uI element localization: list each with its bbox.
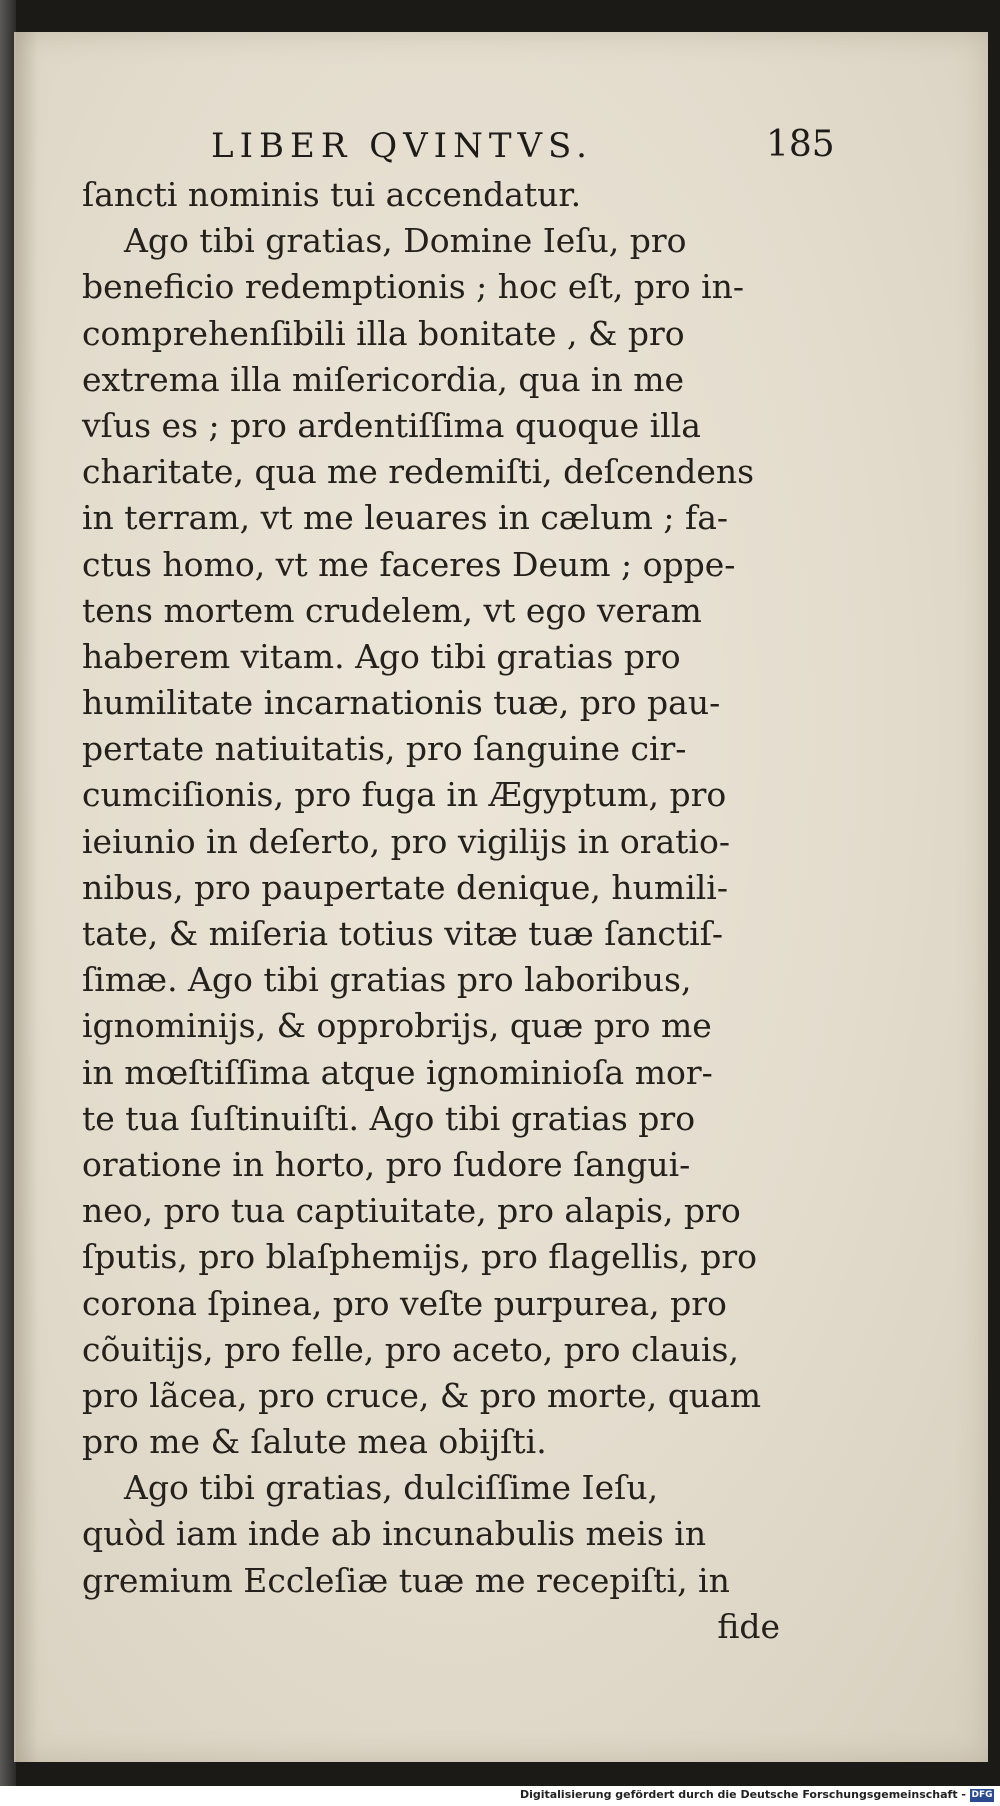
text-line: cumciſionis, pro fuga in Ægyptum, pro: [82, 775, 727, 815]
text-line: ieiunio in deſerto, pro vigilijs in oratio-: [82, 821, 730, 861]
gutter-shadow: [16, 32, 38, 1762]
text-line: nibus, pro paupertate denique, humili-: [82, 867, 729, 907]
catchword: fide: [717, 1606, 780, 1646]
text-line: oratione in horto, pro ſudore ſangui-: [82, 1144, 691, 1184]
text-line: ſancti nominis tui accendatur.: [82, 175, 582, 214]
text-line: Ago tibi gratias, dulciſſime Ieſu,: [124, 1468, 659, 1508]
text-line: pro me & ſalute mea obijſti.: [82, 1422, 547, 1462]
text-line: in mœſtiſſima atque ignominioſa mor-: [82, 1052, 713, 1092]
text-line: Ago tibi gratias, Domine Ieſu, pro: [124, 221, 687, 261]
text-line: humilitate incarnationis tuæ, pro pau-: [82, 683, 721, 723]
text-line: ſimæ. Ago tibi gratias pro laboribus,: [82, 960, 692, 1000]
page-number: 185: [766, 124, 835, 165]
text-line: comprehenſibili illa bonitate , & pro: [82, 313, 685, 353]
text-line: ctus homo, vt me faceres Deum ; oppe-: [82, 544, 736, 584]
running-title: LIBER QVINTVS.: [211, 126, 593, 166]
digitization-credit: Digitalisierung gefördert durch die Deutsche Forschungsgemeinschaft -: [519, 1788, 966, 1801]
text-line: charitate, qua me redemiſti, deſcendens: [82, 452, 755, 492]
text-line: tens mortem crudelem, vt ego veram: [82, 590, 702, 630]
text-line: beneficio redemptionis ; hoc eſt, pro in-: [82, 267, 745, 307]
text-line: vſus es ; pro ardentiſſima quoque illa: [82, 405, 701, 445]
text-line: cõuitijs, pro felle, pro aceto, pro clauis,: [82, 1329, 739, 1369]
text-line: te tua ſuſtinuiſti. Ago tibi gratias pro: [82, 1098, 696, 1138]
text-line: in terram, vt me leuares in cælum ; fa-: [82, 498, 729, 538]
book-page: [14, 32, 988, 1762]
text-line: quòd iam inde ab incunabulis meis in: [82, 1514, 707, 1554]
text-line: ignominijs, & opprobrijs, quæ pro me: [82, 1006, 712, 1046]
dfg-logo: DFG: [971, 1790, 993, 1800]
text-line: neo, pro tua captiuitate, pro alapis, pro: [82, 1191, 741, 1231]
text-line: pertate natiuitatis, pro ſanguine cir-: [82, 729, 687, 769]
footer-strip: [0, 1786, 1000, 1806]
text-line: haberem vitam. Ago tibi gratias pro: [82, 636, 681, 676]
text-line: ſputis, pro blaſphemijs, pro flagellis, pro: [82, 1237, 757, 1277]
running-head: [16, 100, 988, 170]
text-line: corona ſpinea, pro veſte purpurea, pro: [82, 1283, 727, 1323]
text-line: extrema illa miſericordia, qua in me: [82, 359, 685, 399]
text-line: pro lãcea, pro cruce, & pro morte, quam: [82, 1375, 762, 1415]
text-block: [82, 172, 782, 1650]
text-line: gremium Eccleſiæ tuæ me recepiſti, in: [82, 1560, 730, 1600]
text-line: tate, & miſeria totius vitæ tuæ ſanctiſ-: [82, 914, 724, 953]
